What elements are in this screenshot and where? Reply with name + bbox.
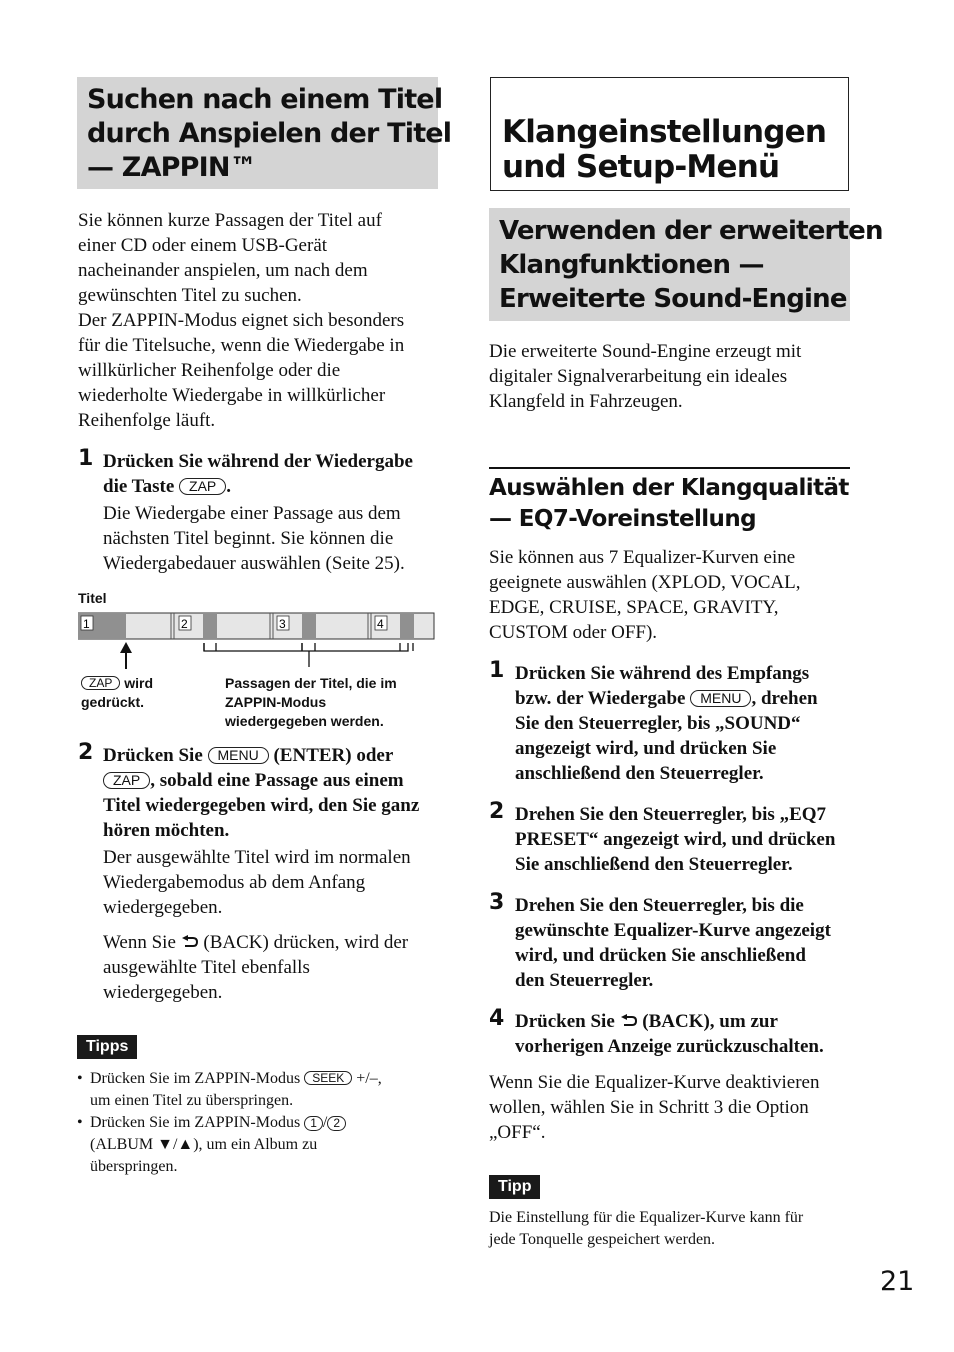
step-number: 1	[489, 658, 505, 683]
step-description: Der ausgewählte Titel wird im normalen Wiedergabemodus ab dem Anfang wiedergegeben.	[103, 847, 411, 918]
played-segment	[203, 613, 217, 639]
track-number: 4	[377, 617, 384, 631]
tip-item: • Drücken Sie im ZAPPIN-Modus 1 / 2 (ALBUM ▼/▲), um ein Album zu überspringen.	[77, 1112, 447, 1178]
tip-item: • Drücken Sie im ZAPPIN-Modus SEEK +/–, um einen Titel zu überspringen.	[77, 1070, 382, 1109]
step-number: 2	[78, 740, 94, 765]
sound-engine-intro: Die erweiterte Sound-Engine erzeugt mit digitaler Signalverarbeitung ein ideales Klangfeld in Fahrzeugen.	[489, 341, 802, 412]
diagram-title: Titel	[78, 590, 107, 606]
back-icon	[181, 935, 199, 949]
step-number: 2	[489, 799, 505, 824]
zappin-heading: Suchen nach einem Titel durch Anspielen der Titel — ZAPPIN™	[87, 84, 452, 183]
eq7-step-3: Drehen Sie den Steuerregler, bis die gewünschte Equalizer-Kurve angezeigt wird, und drücken Sie anschließend den Steuerregler.	[515, 895, 831, 991]
zappin-heading-box	[77, 77, 452, 189]
zap-button-label: ZAP	[179, 478, 226, 495]
sound-main-heading: Klangeinstellungen und Setup-Menü	[502, 114, 827, 185]
track-number: 3	[279, 617, 286, 631]
tips-label: Tipps	[77, 1035, 137, 1059]
step-instruction: Drücken Sie MENU (ENTER) oder ZAP , sobald eine Passage aus einem Titel wiedergegeben wird, den Sie ganz hören möchten.	[103, 745, 420, 841]
passage-bracket-ends	[204, 643, 413, 651]
page-number: 21	[880, 1266, 915, 1297]
zap-caption: ZAP wird gedrückt.	[81, 675, 154, 710]
album-down-button-label: 1	[304, 1116, 323, 1131]
tip-label: Tipp	[489, 1175, 540, 1199]
zappin-track-diagram	[78, 611, 438, 671]
step-instruction: Drücken Sie während der Wiedergabe die Taste ZAP .	[103, 451, 413, 497]
eq7-step-1: Drücken Sie während des Empfangs bzw. der Wiedergabe MENU , drehen Sie den Steuerregler, bis „SOUND“ angezeigt wird, und drücken Sie anschließend den Steuerregler.	[515, 663, 818, 784]
eq7-heading: Auswählen der Klangqualität — EQ7-Voreinstellung	[489, 475, 849, 532]
step-description: Die Wiedergabe einer Passage aus dem nächsten Titel beginnt. Sie können die Wiedergabedauer auswählen (Seite 25).	[103, 503, 405, 574]
zappin-step-2	[103, 743, 448, 1005]
step-number: 1	[78, 446, 94, 471]
back-icon	[620, 1014, 638, 1028]
section-rule	[489, 467, 850, 469]
zappin-intro: Sie können kurze Passagen der Titel auf einer CD oder einem USB-Gerät nacheinander anspielen, um nach dem gewünschten Titel zu suchen. Der ZAPPIN-Modus eignet sich besonders für die Titelsuche, wenn die Wiedergabe in willkürlicher Reihenfolge oder die wiederholte Wiedergabe in willkürlicher Reihenfolge läuft.	[78, 210, 405, 431]
tips-list	[77, 1068, 447, 1178]
zappin-step-1	[103, 449, 448, 576]
eq7-step-2: Drehen Sie den Steuerregler, bis „EQ7 PRESET“ angezeigt wird, und drücken Sie anschließend den Steuerregler.	[515, 804, 836, 875]
sound-engine-heading: Verwenden der erweiterten Klangfunktionen — Erweiterte Sound-Engine	[499, 216, 883, 314]
step-number: 4	[489, 1006, 505, 1031]
eq7-intro: Sie können aus 7 Equalizer-Kurven eine geeignete auswählen (XPLOD, VOCAL, EDGE, CRUISE, SPACE, GRAVITY, CUSTOM oder OFF).	[489, 547, 801, 643]
back-note: Wenn Sie (BACK) drücken, wird der ausgewählte Titel ebenfalls wiedergegeben.	[103, 932, 409, 1003]
sound-engine-heading-box	[489, 208, 883, 321]
track-number: 2	[181, 617, 188, 631]
passage-bracket	[204, 643, 408, 667]
album-up-button-label: 2	[327, 1116, 346, 1131]
seek-button-label: SEEK	[304, 1071, 352, 1085]
played-segment	[400, 613, 414, 639]
zap-button-label: ZAP	[103, 772, 150, 789]
tip-text: Die Einstellung für die Equalizer-Kurve kann für jede Tonquelle gespeichert werden.	[489, 1209, 804, 1248]
zap-button-label: ZAP	[81, 676, 120, 690]
eq-off-note: Wenn Sie die Equalizer-Kurve deaktivieren wollen, wählen Sie in Schritt 3 die Option „OFF“.	[489, 1072, 820, 1143]
passage-caption: Passagen der Titel, die im ZAPPIN-Modus wiedergegeben werden.	[225, 675, 397, 729]
menu-button-label: MENU	[208, 747, 269, 764]
menu-button-label: MENU	[690, 690, 751, 707]
zap-arrow-head	[120, 642, 132, 653]
played-segment	[302, 613, 316, 639]
sound-main-heading-box	[490, 77, 849, 191]
eq7-step-4: Drücken Sie (BACK), um zur vorherigen Anzeige zurückzuschalten.	[515, 1011, 824, 1057]
track-number: 1	[83, 617, 90, 631]
step-number: 3	[489, 890, 505, 915]
